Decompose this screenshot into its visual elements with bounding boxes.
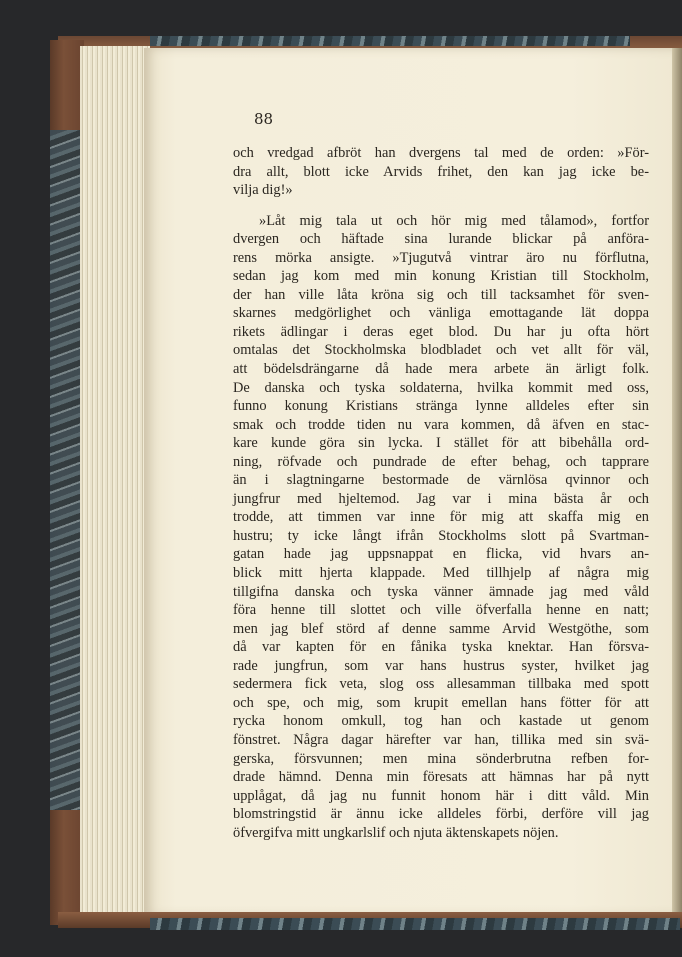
text-line: men jag blef störd af denne samme Arvid Westgöthe, som <box>233 620 649 637</box>
text-line: blomstringstid är ännu icke alldeles förbi, derföre vill jag <box>233 806 649 823</box>
text-line: kare kunde göra sin lycka. I stället för att bibehålla ord- <box>233 435 649 452</box>
text-line: än i slagtningarne bestormade de värnlösa qvinnor och <box>233 472 649 489</box>
page-number: 88 <box>254 110 274 128</box>
text-line: jungfrur med hjeltemod. Jag var i mina bästa år och <box>233 490 649 507</box>
page-text <box>233 144 649 842</box>
text-line: rens mörka ansigte. »Tjugutvå vintrar äro nu förflutna, <box>233 249 649 266</box>
text-line: omtalas det Stockholmska blodbladet och vet allt för väl, <box>233 342 649 359</box>
text-line: gatan hade jag uppsnappat en flicka, vid hvars an- <box>233 546 649 563</box>
text-line: De danska och tyska soldaterna, hvilka kommit med oss, <box>233 379 649 396</box>
text-line: tillgifna danska och tyska vänner ämnade jag med våld <box>233 583 649 600</box>
text-line: gerska, försvunnen; men mina sönderbrutna refben for- <box>233 750 649 767</box>
text-line: och spe, och mig, som krupit emellan hans fötter för att <box>233 694 649 711</box>
marbled-edge-bottom <box>150 918 680 930</box>
text-line: drade hämnd. Denna min föresats att hämnas har på nytt <box>233 769 649 786</box>
text-line: trodde, att timmen var inne för mig att skaffa mig en <box>233 509 649 526</box>
text-line: dvergen och häftade sina lurande blickar på anföra- <box>233 231 649 248</box>
marbled-edge-top <box>150 36 630 46</box>
marbled-endpaper <box>50 130 80 810</box>
text-line: »Låt mig tala ut och hör mig med tålamod», fortfor <box>259 212 649 229</box>
text-line: öfvergifva mitt ungkarlslif och njuta äktenskapets nöjen. <box>233 824 559 841</box>
text-line: då var kapten för en fånika tyska knektar. Han försva- <box>233 639 649 656</box>
text-line: att bödelsdrängarne då hade mera arbete än ärligt folk. <box>233 361 649 378</box>
text-line: rade jungfrun, som var hans hustrus syster, hvilket jag <box>233 657 649 674</box>
text-line: ning, röfvade och pundrade de efter behag, och tapprare <box>233 453 649 470</box>
text-line: funno konung Kristians stränga lynne alldeles efter sin <box>233 398 649 415</box>
text-line: sedan jag kom med min konung Kristian till Stockholm, <box>233 268 649 285</box>
text-line: skarnes medgörlighet och vänliga emottagande lät doppa <box>233 305 649 322</box>
text-line: upplågat, då jag nu funnit honom här i ditt våld. Min <box>233 787 649 804</box>
paragraph-2 <box>233 212 649 843</box>
page-right-edge <box>672 48 682 916</box>
text-line: sedermera fick veta, slog oss allesamman tillbaka med spott <box>233 676 649 693</box>
text-line: rikets ädlingar i deras eget blod. Du har ju ofta hört <box>233 323 649 340</box>
text-line: vilja dig!» <box>233 182 293 199</box>
text-line: fönstret. Några dagar härefter var han, tillika med sin svä- <box>233 731 649 748</box>
page-edges <box>80 46 150 916</box>
text-line: hustru; ty icke långt ifrån Stockholms slott på Svartman- <box>233 527 649 544</box>
text-line: blick mitt hjerta klappade. Med tillhjelp af några mig <box>233 565 649 582</box>
paragraph-1 <box>233 144 649 200</box>
text-line: smak och trodde tiden nu vara kommen, då äfven en stac- <box>233 416 649 433</box>
text-line: föra henne till slottet och ville öfverfalla henne en natt; <box>233 602 649 619</box>
text-line: der han ville låta kröna sig och till tacksamhet för sven- <box>233 286 649 303</box>
text-line: rycka honom omkull, tog han och kastade ut genom <box>233 713 649 730</box>
text-line: dra allt, blott icke Arvids frihet, den kan jag icke be- <box>233 163 649 180</box>
text-line: och vredgad afbröt han dvergens tal med de orden: »För- <box>233 145 649 161</box>
